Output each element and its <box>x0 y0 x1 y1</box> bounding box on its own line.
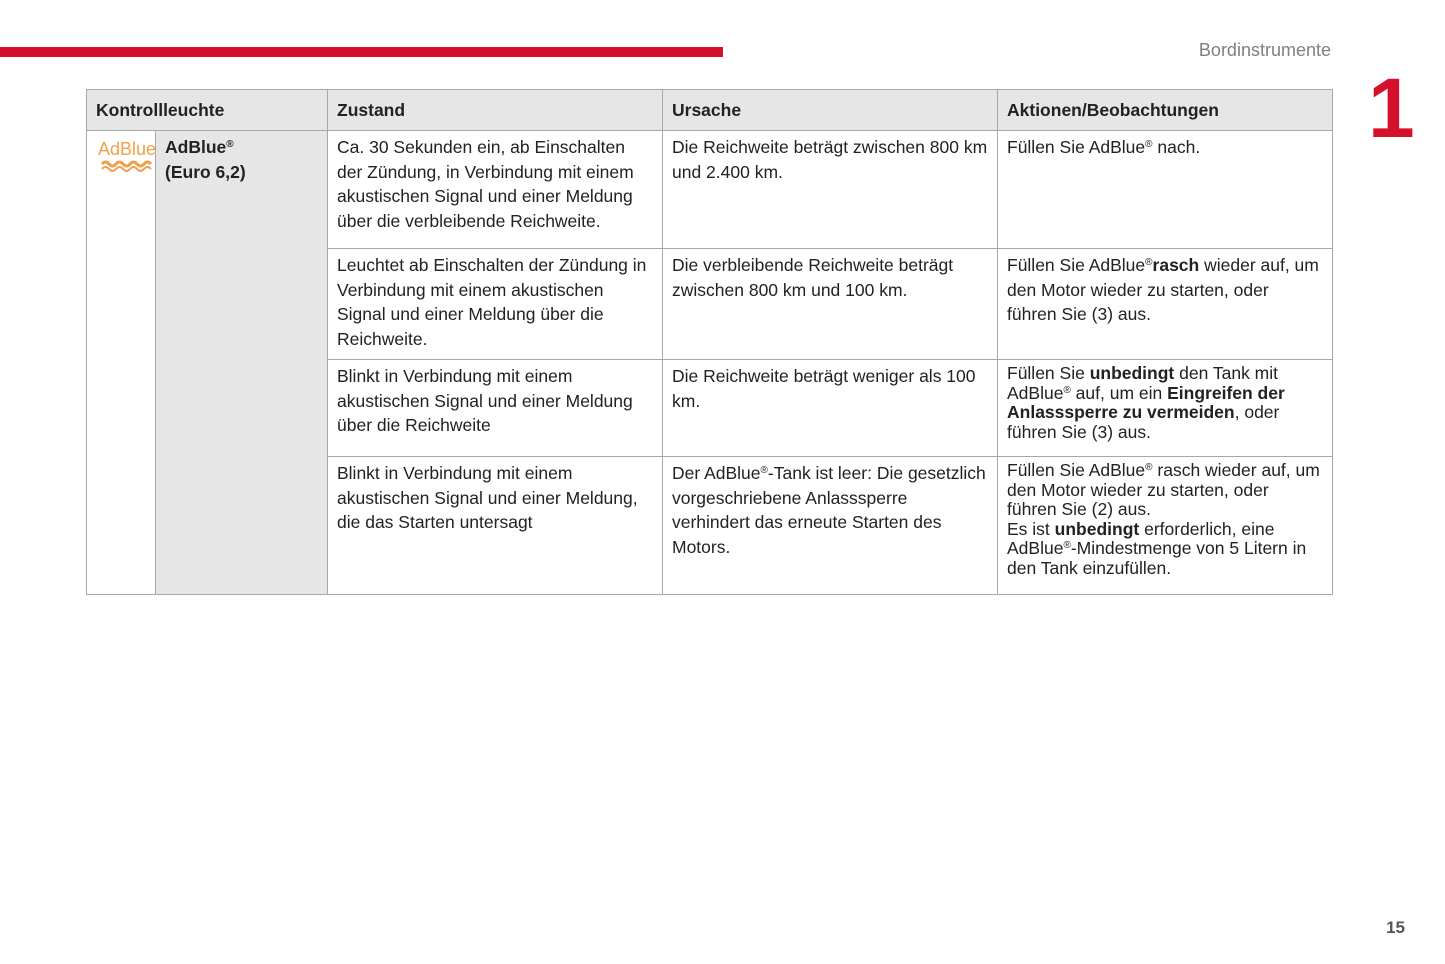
row1-ursache: Die Reichweite beträgt zwischen 800 km und 2.400 km. <box>663 131 998 249</box>
row3-ursache: Die Reichweite beträgt weniger als 100 km. <box>663 360 998 457</box>
table-row <box>87 131 1333 249</box>
row3-aktion: Füllen Sie unbedingt den Tank mit AdBlue® auf, um ein Eingreifen der Anlasssperre zu vermeiden, oder führen Sie (3) aus. <box>998 360 1333 457</box>
warning-lights-table <box>86 89 1333 595</box>
header-accent-bar <box>0 47 723 57</box>
row4-ursache: Der AdBlue®-Tank ist leer: Die gesetzlich vorgeschriebene Anlasssperre verhindert das erneute Starten des Motors. <box>663 457 998 595</box>
row1-aktion: Füllen Sie AdBlue® nach. <box>998 131 1333 249</box>
column-header-zustand: Zustand <box>328 90 663 131</box>
table-header-row <box>87 90 1333 131</box>
row4-aktion: Füllen Sie AdBlue® rasch wieder auf, um den Motor wieder zu starten, oder führen Sie (2) aus. Es ist unbedingt erforderlich, eine AdBlue®-Mindestmenge von 5 Litern in den Tank einzufüllen. <box>998 457 1333 595</box>
chapter-number: 1 <box>1368 61 1415 155</box>
column-header-ursache: Ursache <box>663 90 998 131</box>
adblue-wave-lower <box>102 167 151 171</box>
registered-mark: ® <box>226 139 234 150</box>
row3-zustand: Blinkt in Verbindung mit einem akustischen Signal und einer Meldung über die Reichweite <box>328 360 663 457</box>
row1-zustand: Ca. 30 Sekunden ein, ab Einschalten der Zündung, in Verbindung mit einem akustischen Signal und einer Meldung über die verbleibende Reichweite. <box>328 131 663 249</box>
page-number: 15 <box>1386 918 1405 937</box>
adblue-icon-label: AdBlue <box>97 139 157 159</box>
indicator-variant: (Euro 6,2) <box>165 161 246 182</box>
indicator-icon-cell <box>87 131 156 595</box>
section-title: Bordinstrumente <box>1198 40 1331 60</box>
adblue-warning-icon <box>96 135 158 175</box>
column-header-aktionen: Aktionen/Beobachtungen <box>998 90 1333 131</box>
row4-zustand: Blinkt in Verbindung mit einem akustischen Signal und einer Meldung, die das Starten untersagt <box>328 457 663 595</box>
indicator-name-cell <box>156 131 328 595</box>
adblue-wave-upper <box>102 162 151 166</box>
column-header-kontrollleuchte: Kontrollleuchte <box>87 90 328 131</box>
row2-zustand: Leuchtet ab Einschalten der Zündung in Verbindung mit einem akustischen Signal und einer Meldung über die Reichweite. <box>328 249 663 360</box>
row2-aktion: Füllen Sie AdBlue®rasch wieder auf, um den Motor wieder zu starten, oder führen Sie (3) aus. <box>998 249 1333 360</box>
row2-ursache: Die verbleibende Reichweite beträgt zwischen 800 km und 100 km. <box>663 249 998 360</box>
indicator-name: AdBlue <box>165 137 227 157</box>
